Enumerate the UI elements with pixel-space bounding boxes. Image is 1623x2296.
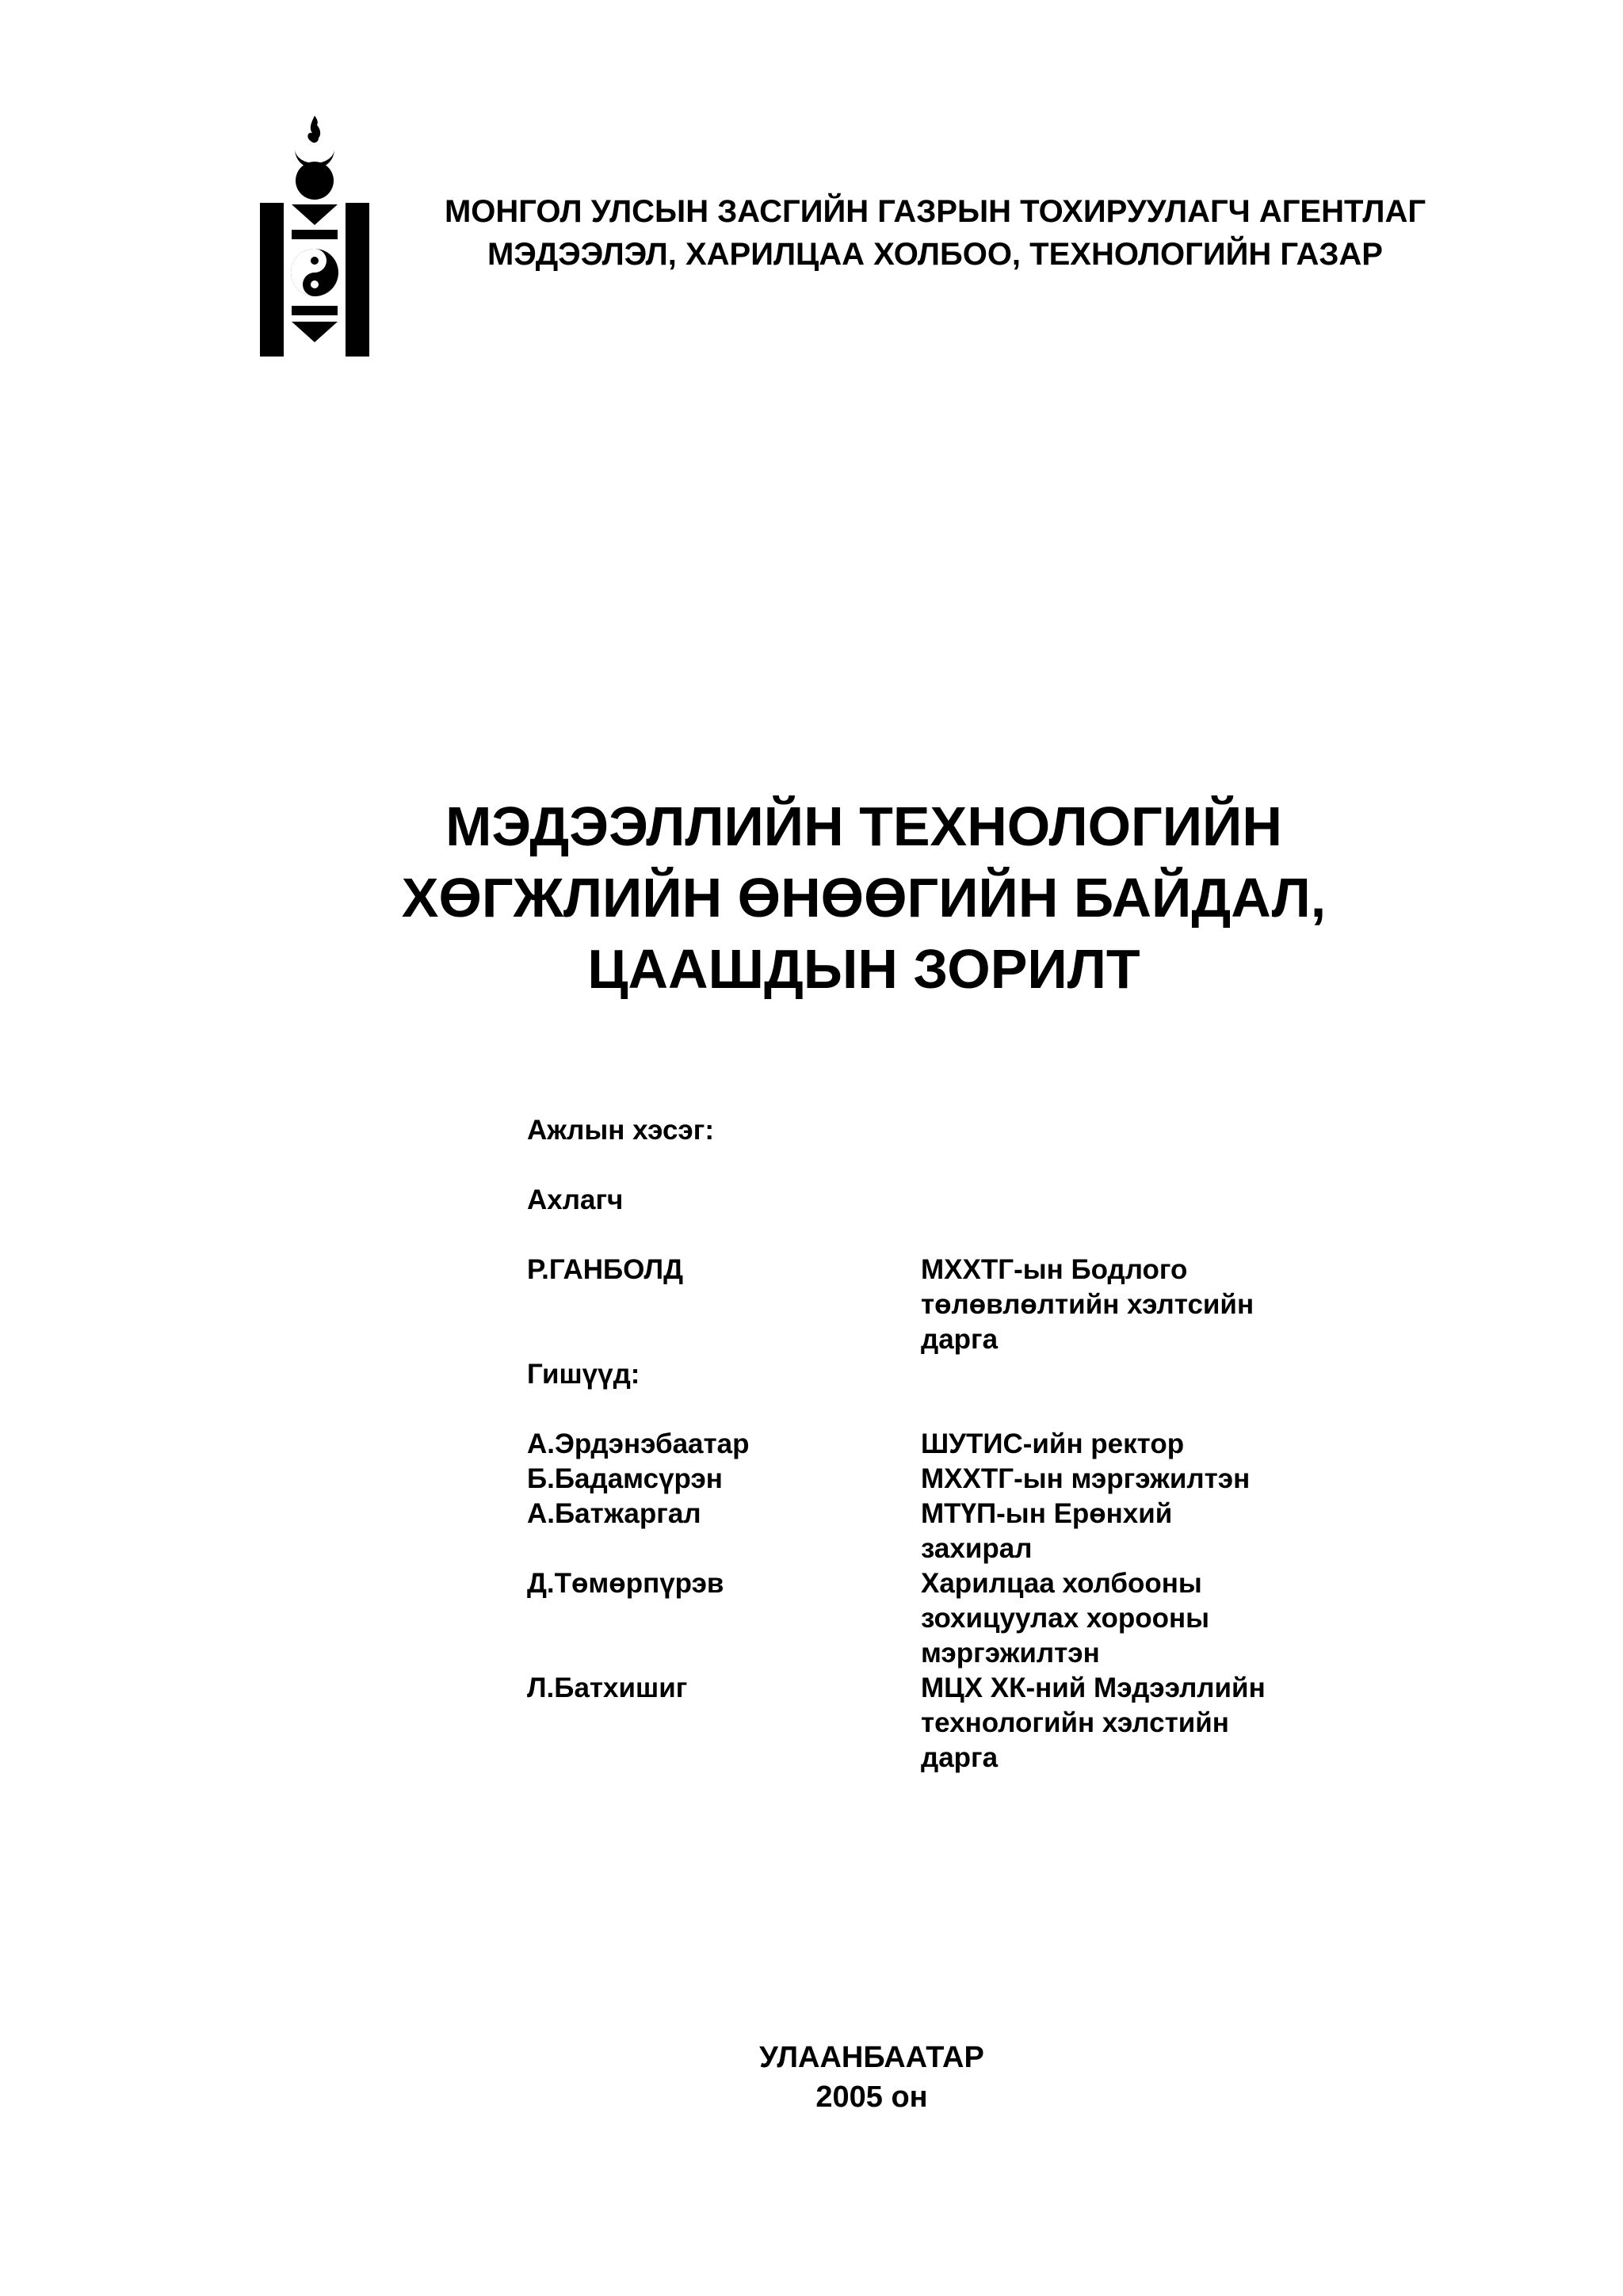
member-role xyxy=(921,1566,1383,1671)
title-line-3: ЦААШДЫН ЗОРИЛТ xyxy=(587,938,1140,1000)
leader-label: Ахлагч xyxy=(527,1184,624,1215)
member-role xyxy=(921,1497,1383,1566)
member-row xyxy=(527,1497,1383,1566)
member-row xyxy=(527,1427,1383,1462)
member-name: Л.Батхишиг xyxy=(527,1672,688,1703)
role-line: зохицуулах хорооны xyxy=(921,1603,1210,1634)
member-name: А.Батжаргал xyxy=(527,1498,701,1529)
member-row xyxy=(527,1462,1383,1497)
department-name: МЭДЭЭЛЭЛ, ХАРИЛЦАА ХОЛБОО, ТЕХНОЛОГИЙН ГАЗАР xyxy=(487,237,1383,272)
title-line-2: ХӨГЖЛИЙН ӨНӨӨГИЙН БАЙДАЛ, xyxy=(401,867,1327,929)
members-label: Гишүүд: xyxy=(527,1359,640,1390)
member-row xyxy=(527,1671,1383,1775)
member-name: Р.ГАНБОЛД xyxy=(527,1254,684,1285)
leader-row xyxy=(527,1253,1383,1357)
member-name: Б.Бадамсүрэн xyxy=(527,1463,723,1494)
role-line: МХХТГ-ын мэргэжилтэн xyxy=(921,1463,1251,1494)
title-line-1: МЭДЭЭЛЛИЙН ТЕХНОЛОГИЙН xyxy=(445,795,1282,857)
role-line: мэргэжилтэн xyxy=(921,1638,1100,1669)
role-line: захирал xyxy=(921,1533,1033,1564)
soyombo-emblem-icon xyxy=(255,108,374,360)
role-line: төлөвлөлтийн хэлтсийн xyxy=(921,1289,1254,1320)
role-line: ШУТИС-ийн ректор xyxy=(921,1428,1185,1459)
role-line: Харилцаа холбооны xyxy=(921,1568,1202,1599)
working-group xyxy=(527,1113,1383,1775)
member-role xyxy=(921,1253,1383,1357)
working-group-heading: Ажлын хэсэг: xyxy=(527,1115,714,1146)
organization-header xyxy=(372,190,1498,276)
document-title xyxy=(333,791,1395,1005)
member-name: А.Эрдэнэбаатар xyxy=(527,1428,750,1459)
city-name: УЛААНБААТАР xyxy=(759,2041,984,2074)
member-role xyxy=(921,1427,1383,1462)
publication-year: 2005 он xyxy=(815,2081,928,2114)
organization-name: МОНГОЛ УЛСЫН ЗАСГИЙН ГАЗРЫН ТОХИРУУЛАГЧ АГЕНТЛАГ xyxy=(444,194,1426,229)
member-role xyxy=(921,1462,1383,1497)
role-line: технологийн хэлстийн xyxy=(921,1707,1229,1738)
role-line: МТҮП-ын Ерөнхий xyxy=(921,1498,1173,1529)
role-line: МХХТГ-ын Бодлого xyxy=(921,1254,1188,1285)
member-row xyxy=(527,1566,1383,1671)
role-line: дарга xyxy=(921,1742,999,1773)
member-role xyxy=(921,1671,1383,1775)
role-line: МЦХ ХК-ний Мэдээллийн xyxy=(921,1672,1266,1703)
role-line: дарга xyxy=(921,1324,999,1355)
document-footer xyxy=(634,2038,1109,2117)
member-name: Д.Төмөрпүрэв xyxy=(527,1568,724,1599)
